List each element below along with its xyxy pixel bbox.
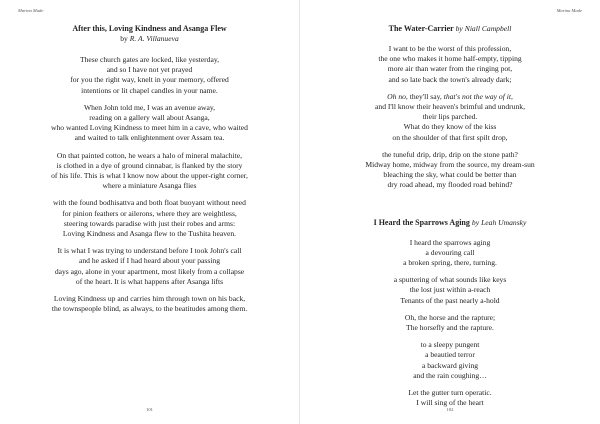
- poem-line: and so late back the town's already dark;: [388, 74, 512, 84]
- stanza: [322, 44, 578, 85]
- line-text: they'll say,: [407, 91, 444, 101]
- poem-line: for you the right way, knelt in your memory, offered: [70, 75, 229, 85]
- poem-line: their lips parched.: [422, 112, 478, 122]
- right-poems: [322, 24, 578, 415]
- running-head-right: Marina Made: [556, 8, 582, 13]
- poem-separator: [322, 198, 578, 218]
- italic-text: Oh no,: [387, 91, 408, 101]
- poem-line: The horsefly and the rapture.: [406, 323, 494, 333]
- poem-byline: [22, 34, 277, 44]
- poem-line: On that painted cotton, he wears a halo of mineral malachite,: [56, 150, 243, 160]
- poem-line: I want to be the worst of this profession,: [388, 44, 512, 53]
- stanza: [22, 55, 277, 96]
- byline-by: by: [455, 24, 463, 33]
- right-page: [300, 0, 600, 424]
- poem-line: the tuneful drip, drip, drip on the stone path?: [382, 149, 518, 159]
- page-number-left: 101: [146, 407, 153, 412]
- stanza: [22, 151, 277, 192]
- poem-line: a sputtering of what sounds like keys: [393, 275, 507, 285]
- stanza: [322, 238, 578, 269]
- poem-line: and he asked if I had heard about your passing: [78, 256, 221, 266]
- poem-title: After this, Loving Kindness and Asanga Flew: [72, 24, 227, 33]
- stanza: [22, 294, 277, 314]
- byline-by: by: [471, 217, 480, 227]
- poem-line: bleaching the sky, what could be better than: [383, 170, 517, 180]
- poem-line: to a sleepy pungent: [420, 340, 480, 350]
- poem-line: These church gates are locked, like yesterday,: [79, 55, 220, 64]
- poem-line: the one who makes it home half-empty, tipping: [378, 54, 522, 64]
- poem-line: Loving Kindness up and carries him through town on his back,: [53, 294, 246, 304]
- poem-line: steering towards paradise with just their robes and arms:: [63, 218, 236, 228]
- poem-line: Let the gutter turn operatic.: [408, 388, 492, 398]
- poem-line: and I'll know their heaven's brimful and undrunk,: [375, 102, 525, 112]
- poem-line: is clothed in a dye of ground cinnabar, is flanked by the story: [56, 160, 243, 170]
- stanza: [22, 103, 277, 144]
- poem-author: Leah Umansky: [481, 217, 527, 227]
- stanza: [22, 246, 277, 287]
- poem-line: for pinion feathers or ailerons, where they are weightless,: [62, 208, 237, 218]
- poem-line: I heard the sparrows aging: [409, 237, 491, 247]
- italic-quote: that's not the way of it,: [443, 91, 513, 101]
- poem-line: days ago, alone in your apartment, most likely from a collapse: [54, 266, 245, 276]
- stanza: [322, 340, 578, 381]
- poem-line: What do they know of the kiss: [403, 122, 497, 132]
- byline-by: by: [120, 34, 128, 43]
- running-head-left: Marina Made: [18, 8, 44, 13]
- poem-author: Niall Campbell: [464, 24, 512, 33]
- poem-line: of his life. This is what I know now about the upper-right corner,: [51, 171, 248, 181]
- poem-line: a devouring call: [425, 247, 475, 257]
- poem-line: where a miniature Asanga flies: [102, 181, 197, 191]
- poem-line: a beautied terror: [425, 350, 475, 360]
- poem-line: the lost just within a-reach: [409, 285, 491, 295]
- poem-line: Oh, the horse and the rapture;: [404, 312, 496, 322]
- poem-line: the townspeople blind, as always, to the beatitudes among them.: [51, 304, 248, 314]
- poem-line: Loving Kindness and Asanga flew to the Tushita heaven.: [62, 229, 237, 239]
- poem-line: intentions or lit chapel candles in your name.: [81, 85, 218, 95]
- poem-line: dry road ahead, my flooded road behind?: [387, 180, 513, 190]
- poem-line: of the heart. It is what happens after Asanga lifts: [75, 276, 224, 286]
- stanza: [322, 150, 578, 191]
- poem-line: more air than water from the ringing pot,: [387, 64, 513, 74]
- poem-line: with the found bodhisattva and both float buoyant without need: [53, 198, 246, 208]
- stanza: [322, 313, 578, 333]
- stanza: [22, 198, 277, 239]
- poem-line: on the shoulder of that first spilt drop,: [392, 132, 508, 142]
- poem-line: Tenants of the past nearly a-hold: [400, 295, 500, 305]
- poem-line: and the rain coughing…: [413, 370, 487, 380]
- left-poem: [22, 24, 277, 321]
- poem-line: a broken spring, there, turning.: [403, 258, 497, 268]
- page-number-right: 102: [446, 407, 454, 412]
- poem-line: and so I have not yet prayed: [106, 65, 193, 75]
- poem-line: When John told me, I was an avenue away,: [83, 102, 216, 112]
- poem-line: It is what I was trying to understand before I took John's call: [57, 246, 242, 256]
- poem-line: I will sing of the heart: [416, 398, 484, 408]
- poem-line: [322, 92, 578, 102]
- stanza: [322, 275, 578, 306]
- poem-title-water-carrier: [322, 24, 578, 34]
- poem-title-text: I Heard the Sparrows Aging: [373, 217, 470, 227]
- stanza: [322, 92, 578, 143]
- poem-line: reading on a gallery wall about Asanga,: [89, 113, 210, 123]
- poem-line: Midway home, midway from the source, my dream-sun: [365, 160, 535, 170]
- poem-line: a backward giving: [421, 360, 479, 370]
- stanza: [322, 388, 578, 408]
- poem-author: R. A. Villanueva: [129, 34, 179, 43]
- poem-title-sparrows: [322, 218, 578, 228]
- poem-line: and waited to talk enlightenment over Assam tea.: [74, 133, 225, 143]
- poem-title-text: The Water-Carrier: [388, 24, 454, 33]
- poem-line: who wanted Loving Kindness to meet him in a cave, who waited: [51, 123, 248, 133]
